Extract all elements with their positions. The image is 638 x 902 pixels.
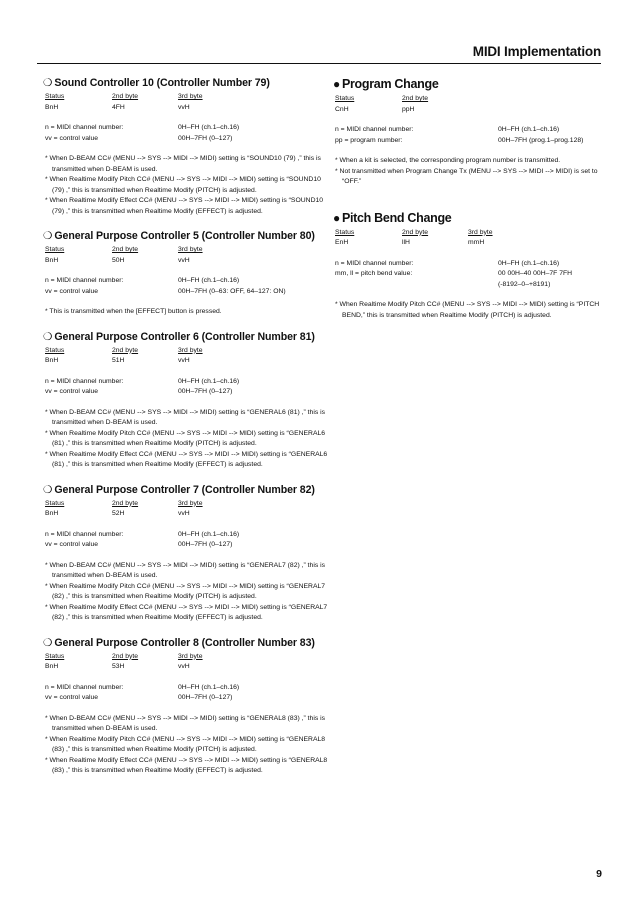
section <box>45 636 330 777</box>
message-bytes-row <box>335 238 605 249</box>
notes-list <box>45 154 330 217</box>
column-header-row <box>45 92 330 103</box>
value-definition-row <box>335 269 605 280</box>
header-rule <box>37 63 601 64</box>
section-title <box>43 483 330 497</box>
value-range: 0H–FH (ch.1–ch.16) <box>498 126 560 133</box>
value-definition-row <box>45 123 330 134</box>
byte-value: CnH <box>335 105 349 113</box>
value-range: 00H–7FH (0–127) <box>178 388 233 395</box>
value-range: (-8192–0–+8191) <box>498 280 551 288</box>
value-range: 00H–7FH (0–127) <box>178 694 233 701</box>
value-definition-row <box>335 136 605 147</box>
value-name: n = MIDI channel number: <box>45 124 124 131</box>
value-name: mm, ll = pitch bend value: <box>335 270 413 277</box>
column-header: 2nd byte <box>112 246 139 253</box>
value-range: 0H–FH (ch.1–ch.16) <box>178 277 240 284</box>
section-title-text: General Purpose Controller 8 (Controller Number 83) <box>54 636 315 649</box>
notes-list <box>335 300 605 321</box>
message-bytes-row <box>335 105 605 116</box>
column-header: Status <box>45 246 65 253</box>
column-header: 3rd byte <box>178 346 203 354</box>
value-definition-row <box>335 280 605 291</box>
value-name: n = MIDI channel number: <box>335 126 414 133</box>
right-column <box>335 76 605 333</box>
section-title-text: Program Change <box>341 77 439 91</box>
notes-list <box>45 307 330 318</box>
open-circle-icon: ❍ <box>43 77 53 89</box>
byte-value: ppH <box>402 105 415 113</box>
column-header-row <box>335 94 605 105</box>
page-header-title: MIDI Implementation <box>472 44 601 59</box>
section <box>335 76 605 188</box>
section-title-text: General Purpose Controller 7 (Controller Number 82) <box>54 483 315 496</box>
section-title <box>43 76 330 90</box>
column-header: 2nd byte <box>112 652 139 660</box>
section-title <box>43 330 330 344</box>
filled-circle-icon: ● <box>333 77 340 91</box>
byte-value: BnH <box>45 256 59 264</box>
section <box>45 330 330 471</box>
note: * When Realtime Modify Pitch CC# (MENU --> SYS --> MIDI --> MIDI) setting is “GENERAL6 (81) ,” this is transmitted when Realtime Modify (PITCH) is adjusted. <box>45 429 326 447</box>
column-header: 2nd byte <box>112 346 139 354</box>
message-bytes-row <box>45 356 330 367</box>
column-header: 2nd byte <box>402 228 429 236</box>
value-name: pp = program number: <box>335 136 403 144</box>
page-number: 9 <box>596 868 602 880</box>
note: * Not transmitted when Program Change Tx (MENU --> SYS --> MIDI --> MIDI) is set to “OFF.” <box>335 167 598 185</box>
spacer <box>45 367 330 377</box>
column-header: 3rd byte <box>178 246 203 253</box>
open-circle-icon: ❍ <box>43 636 53 649</box>
value-range: 0H–FH (ch.1–ch.16) <box>178 683 240 691</box>
column-header: 3rd byte <box>178 499 203 507</box>
column-header: 2nd byte <box>112 499 139 507</box>
note: * When a kit is selected, the corresponding program number is transmitted. <box>335 157 561 164</box>
note: * When Realtime Modify Effect CC# (MENU --> SYS --> MIDI --> MIDI) setting is “SOUND10 (79) ,” this is transmitted when Realtime Modify (EFFECT) is adjusted. <box>45 197 324 215</box>
value-range: 0H–FH (ch.1–ch.16) <box>178 124 240 131</box>
value-range: 00H–7FH (prog.1–prog.128) <box>498 136 584 144</box>
column-header: 2nd byte <box>112 93 139 100</box>
open-circle-icon: ❍ <box>43 330 53 343</box>
value-name <box>335 280 498 291</box>
value-name: vv = control value <box>45 541 99 548</box>
notes-list <box>45 561 330 624</box>
value-name: vv = control value <box>45 388 99 395</box>
message-bytes-row <box>45 103 330 114</box>
value-range: 0H–FH (ch.1–ch.16) <box>498 259 560 267</box>
notes-list <box>45 408 330 471</box>
value-definition-row <box>45 683 330 694</box>
byte-value: vvH <box>178 103 190 111</box>
value-name: vv = control value <box>45 134 99 142</box>
notes-list <box>335 156 605 188</box>
note: * When Realtime Modify Pitch CC# (MENU --> SYS --> MIDI --> MIDI) setting is “PITCH BEND,” this is transmitted when Realtime Modify (PITCH) is adjusted. <box>335 301 600 319</box>
column-header: Status <box>335 228 355 236</box>
value-definition-row <box>335 125 605 136</box>
section-title <box>43 636 330 650</box>
column-header: 3rd byte <box>178 652 203 660</box>
value-definition-row <box>45 693 330 704</box>
column-header: 3rd byte <box>178 93 203 100</box>
byte-value: 51H <box>112 357 125 364</box>
column-header: Status <box>335 95 355 102</box>
section <box>45 76 330 217</box>
open-circle-icon: ❍ <box>43 483 53 496</box>
byte-value: llH <box>402 239 410 246</box>
section-title <box>333 76 605 92</box>
value-name: n = MIDI channel number: <box>45 683 124 691</box>
value-range: 00H–7FH (0–63: OFF, 64–127: ON) <box>178 287 286 295</box>
value-range: 00 00H–40 00H–7F 7FH <box>498 270 573 277</box>
section-title-text: General Purpose Controller 5 (Controller Number 80) <box>54 230 315 242</box>
section-title <box>333 210 605 226</box>
column-header: Status <box>45 652 65 660</box>
spacer <box>45 520 330 530</box>
message-bytes-row <box>45 662 330 673</box>
value-name: n = MIDI channel number: <box>45 530 124 538</box>
column-header-row <box>45 652 330 663</box>
value-definition-row <box>45 387 330 398</box>
value-name: n = MIDI channel number: <box>335 259 414 267</box>
section-title-text: General Purpose Controller 6 (Controller Number 81) <box>54 330 315 343</box>
section-title-text: Pitch Bend Change <box>341 210 452 225</box>
byte-value: EnH <box>335 239 349 246</box>
column-header-row <box>45 499 330 510</box>
value-range: 00H–7FH (0–127) <box>178 134 233 142</box>
section <box>335 210 605 322</box>
note: * When Realtime Modify Effect CC# (MENU --> SYS --> MIDI --> MIDI) setting is “GENERAL6 (81) ,” this is transmitted when Realtime Modify (EFFECT) is adjusted. <box>45 450 328 468</box>
spacer <box>335 115 605 125</box>
value-definition-row <box>45 530 330 541</box>
value-name: n = MIDI channel number: <box>45 277 124 284</box>
section-title <box>43 229 330 243</box>
spacer <box>45 673 330 683</box>
section-title-text: Sound Controller 10 (Controller Number 79) <box>54 77 270 89</box>
value-name: vv = control value <box>45 694 99 701</box>
left-column <box>45 76 330 789</box>
byte-value: vvH <box>178 663 190 670</box>
value-range: 0H–FH (ch.1–ch.16) <box>178 377 240 385</box>
spacer <box>45 113 330 123</box>
note: * When Realtime Modify Effect CC# (MENU --> SYS --> MIDI --> MIDI) setting is “GENERAL7 (82) ,” this is transmitted when Realtime Modify (EFFECT) is adjusted. <box>45 603 328 621</box>
value-definition-row <box>45 540 330 551</box>
value-definition-row <box>45 287 330 298</box>
value-name: n = MIDI channel number: <box>45 377 124 385</box>
notes-list <box>45 714 330 777</box>
column-header: Status <box>45 499 65 507</box>
message-bytes-row <box>45 509 330 520</box>
value-definition-row <box>45 134 330 145</box>
byte-value: BnH <box>45 510 59 517</box>
column-header: Status <box>45 346 65 354</box>
open-circle-icon: ❍ <box>43 230 53 242</box>
byte-value: BnH <box>45 357 59 364</box>
value-range: 0H–FH (ch.1–ch.16) <box>178 530 240 538</box>
byte-value: 53H <box>112 663 125 670</box>
column-header-row <box>335 228 605 239</box>
column-header: 3rd byte <box>468 228 493 236</box>
note: * When D-BEAM CC# (MENU --> SYS --> MIDI --> MIDI) setting is “GENERAL6 (81) ,” this is transmitted when D-BEAM is used. <box>45 408 326 426</box>
byte-value: mmH <box>468 239 485 246</box>
value-definition-row <box>335 259 605 270</box>
column-header-row <box>45 346 330 357</box>
note: * When D-BEAM CC# (MENU --> SYS --> MIDI --> MIDI) setting is “GENERAL8 (83) ,” this is transmitted when D-BEAM is used. <box>45 714 326 732</box>
note: * When Realtime Modify Pitch CC# (MENU --> SYS --> MIDI --> MIDI) setting is “GENERAL7 (82) ,” this is transmitted when Realtime Modify (PITCH) is adjusted. <box>45 582 326 600</box>
note: * When Realtime Modify Pitch CC# (MENU --> SYS --> MIDI --> MIDI) setting is “SOUND10 (79) ,” this is transmitted when Realtime Modify (PITCH) is adjusted. <box>45 176 321 194</box>
note: * When D-BEAM CC# (MENU --> SYS --> MIDI --> MIDI) setting is “SOUND10 (79) ,” this is transmitted when D-BEAM is used. <box>45 155 321 173</box>
value-definition-row <box>45 377 330 388</box>
message-bytes-row <box>45 256 330 267</box>
section <box>45 483 330 624</box>
note: * When Realtime Modify Effect CC# (MENU --> SYS --> MIDI --> MIDI) setting is “GENERAL8 (83) ,” this is transmitted when Realtime Modify (EFFECT) is adjusted. <box>45 756 328 774</box>
byte-value: 50H <box>112 256 125 264</box>
byte-value: vvH <box>178 357 190 364</box>
spacer <box>45 266 330 276</box>
byte-value: 4FH <box>112 103 125 111</box>
column-header-row <box>45 245 330 256</box>
note: * When D-BEAM CC# (MENU --> SYS --> MIDI --> MIDI) setting is “GENERAL7 (82) ,” this is transmitted when D-BEAM is used. <box>45 561 326 579</box>
value-name: vv = control value <box>45 287 99 295</box>
byte-value: 52H <box>112 510 125 517</box>
section <box>45 229 330 318</box>
note: * When Realtime Modify Pitch CC# (MENU --> SYS --> MIDI --> MIDI) setting is “GENERAL8 (83) ,” this is transmitted when Realtime Modify (PITCH) is adjusted. <box>45 735 326 753</box>
byte-value: vvH <box>178 256 190 264</box>
column-header: Status <box>45 93 65 100</box>
column-header: 2nd byte <box>402 95 429 102</box>
value-definition-row <box>45 276 330 287</box>
byte-value: BnH <box>45 663 59 670</box>
byte-value: vvH <box>178 510 190 517</box>
note: * This is transmitted when the [EFFECT] button is pressed. <box>45 308 222 315</box>
value-range: 00H–7FH (0–127) <box>178 541 233 548</box>
filled-circle-icon: ● <box>333 210 340 225</box>
spacer <box>335 249 605 259</box>
byte-value: BnH <box>45 103 59 111</box>
